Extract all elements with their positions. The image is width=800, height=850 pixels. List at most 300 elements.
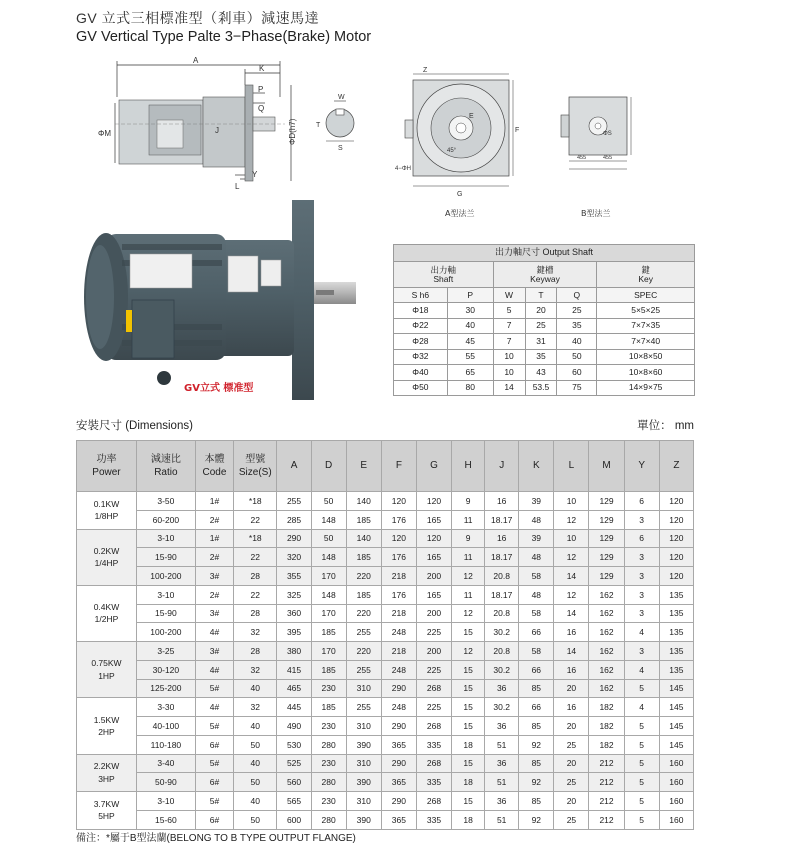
shaft-table-cell: 14: [493, 380, 525, 396]
dim-table-cell: 6#: [195, 810, 233, 829]
dim-table-cell: 39: [519, 492, 554, 511]
dim-table-cell: 145: [659, 735, 693, 754]
flange-a-label-holes: 4−ΦH: [395, 166, 411, 172]
dim-table-cell: 290: [381, 679, 416, 698]
dim-table-cell: 15: [452, 623, 485, 642]
dim-label-j: J: [215, 126, 219, 135]
dim-table-cell: 85: [519, 792, 554, 811]
dim-table-cell: 355: [277, 567, 311, 586]
dim-header-cell: M: [589, 441, 624, 492]
dim-table-cell: 16: [554, 660, 589, 679]
dim-table-cell: 445: [277, 698, 311, 717]
dim-table-cell: 255: [277, 492, 311, 511]
dim-header-cell: 本體 Code: [195, 441, 233, 492]
side-view-drawing: [95, 55, 310, 195]
shaft-table-cell: 25: [557, 303, 597, 319]
motor-photo: [68, 200, 368, 405]
dim-table-cell: 48: [519, 510, 554, 529]
dim-table-row: [77, 792, 694, 811]
dim-table-row: [77, 735, 694, 754]
dim-table-cell: 36: [485, 754, 519, 773]
dim-table-cell: 120: [659, 510, 693, 529]
dim-table-cell: 218: [381, 604, 416, 623]
dim-label-d: ΦD(h7): [288, 118, 297, 145]
dim-table-cell: 60-200: [136, 510, 195, 529]
dim-table-cell: 212: [589, 792, 624, 811]
dim-table-cell: 3: [624, 510, 659, 529]
dim-table-cell: 12: [554, 585, 589, 604]
dim-table-cell: 3#: [195, 567, 233, 586]
flange-b-label-2: 455: [603, 155, 613, 161]
dim-table-cell: 40: [234, 792, 277, 811]
dim-table-cell: 40: [234, 754, 277, 773]
dim-table-cell: 185: [346, 585, 381, 604]
dim-table-cell: 165: [416, 548, 451, 567]
shaft-group-header: 出力軸 Shaft: [394, 262, 494, 288]
dim-table-cell: 365: [381, 773, 416, 792]
dim-table-cell: 4#: [195, 623, 233, 642]
shaft-table-cell: 40: [557, 334, 597, 350]
dim-table-cell: 4#: [195, 660, 233, 679]
dim-table-cell: 10: [554, 529, 589, 548]
dim-table-cell: 185: [311, 660, 346, 679]
dim-table-cell: 10: [554, 492, 589, 511]
dim-table-cell: 200: [416, 567, 451, 586]
dim-table-cell: 16: [485, 492, 519, 511]
dim-table-cell: 390: [346, 735, 381, 754]
dim-table-cell: 2#: [195, 585, 233, 604]
flange-a-label-f: F: [515, 127, 520, 134]
shaft-table-cell: 30: [447, 303, 493, 319]
dim-table-cell: 48: [519, 585, 554, 604]
flange-a-label-e: E: [469, 113, 474, 120]
dim-label-p: P: [258, 85, 264, 94]
dim-table-cell: 120: [659, 492, 693, 511]
dim-table-cell: 40: [234, 717, 277, 736]
dim-table-cell: 20: [554, 717, 589, 736]
photo-caption: GV立式 標准型: [184, 383, 254, 394]
dim-table-cell: 135: [659, 623, 693, 642]
shaft-table-cell: 40: [447, 318, 493, 334]
dim-table-cell: 15: [452, 717, 485, 736]
dim-table-cell: 6#: [195, 773, 233, 792]
dim-table-cell: 12: [452, 642, 485, 661]
dim-table-cell: 39: [519, 529, 554, 548]
shaft-table-cell: 53.5: [525, 380, 557, 396]
dim-label-q: Q: [258, 104, 265, 113]
dim-table-row: [77, 510, 694, 529]
shaft-section-drawing: [312, 93, 372, 153]
dim-table-cell: 15-90: [136, 604, 195, 623]
dim-table-cell: 160: [659, 792, 693, 811]
dim-table-cell: 2#: [195, 548, 233, 567]
shaft-subheader-cell: Q: [557, 288, 597, 303]
shaft-table-cell: 50: [557, 349, 597, 365]
dim-table-cell: 185: [346, 548, 381, 567]
dim-table-row: [77, 492, 694, 511]
dim-table-cell: 395: [277, 623, 311, 642]
dim-table-cell: 230: [311, 679, 346, 698]
dim-table-cell: 51: [485, 810, 519, 829]
dim-table-cell: 145: [659, 698, 693, 717]
dim-table-cell: 30.2: [485, 698, 519, 717]
output-shaft-table: [393, 244, 695, 396]
dim-table-cell: 22: [234, 510, 277, 529]
dim-header-cell: G: [416, 441, 451, 492]
dim-table-cell: 200: [416, 642, 451, 661]
shaft-label-s: S: [338, 145, 343, 152]
shaft-table-row: [394, 334, 695, 350]
dim-table-cell: 58: [519, 642, 554, 661]
dim-table-cell: 160: [659, 773, 693, 792]
dim-table-cell: 20: [554, 679, 589, 698]
dim-table-cell: 18.17: [485, 548, 519, 567]
dim-table-cell: 248: [381, 660, 416, 679]
dimensions-title: 安裝尺寸 (Dimensions): [76, 420, 193, 432]
dim-table-cell: 5: [624, 792, 659, 811]
dim-table-cell: 6: [624, 492, 659, 511]
dim-header-cell: E: [346, 441, 381, 492]
shaft-table-cell: Φ18: [394, 303, 448, 319]
dim-table-cell: 16: [554, 698, 589, 717]
dim-header-cell: H: [452, 441, 485, 492]
dim-table-cell: 5: [624, 679, 659, 698]
dim-table-cell: 185: [311, 698, 346, 717]
dim-table-cell: 92: [519, 810, 554, 829]
dim-table-cell: 268: [416, 754, 451, 773]
dim-table-cell: 170: [311, 642, 346, 661]
dim-table-cell: 320: [277, 548, 311, 567]
shaft-table-cell: 20: [525, 303, 557, 319]
shaft-table-row: [394, 380, 695, 396]
flange-b-label-1: 455: [577, 155, 587, 161]
dim-table-cell: 15: [452, 792, 485, 811]
dim-table-cell: 58: [519, 567, 554, 586]
dim-table-cell: 5#: [195, 792, 233, 811]
dim-table-cell: 465: [277, 679, 311, 698]
dim-table-cell: 25: [554, 810, 589, 829]
dim-table-cell: 66: [519, 698, 554, 717]
shaft-table-row: [394, 365, 695, 381]
shaft-table-row: [394, 318, 695, 334]
dim-table-cell: 48: [519, 548, 554, 567]
dim-table-cell: 4: [624, 623, 659, 642]
dim-table-cell: 5: [624, 810, 659, 829]
dim-table-cell: 335: [416, 773, 451, 792]
dim-table-cell: 162: [589, 660, 624, 679]
dim-table-row: [77, 567, 694, 586]
shaft-table-cell: 80: [447, 380, 493, 396]
dim-table-cell: 66: [519, 623, 554, 642]
dim-table-cell: 380: [277, 642, 311, 661]
dim-header-cell: 型號 Size(S): [234, 441, 277, 492]
dim-label-y: Y: [252, 170, 258, 179]
dim-table-cell: 5#: [195, 754, 233, 773]
dim-table-cell: 310: [346, 754, 381, 773]
dim-table-cell: 365: [381, 735, 416, 754]
shaft-subheader-cell: T: [525, 288, 557, 303]
shaft-table-cell: 7×7×35: [597, 318, 695, 334]
dim-table-cell: 182: [589, 717, 624, 736]
flange-a-drawing: [393, 62, 523, 222]
shaft-table-cell: 60: [557, 365, 597, 381]
dim-table-cell: 248: [381, 623, 416, 642]
dim-table-cell: 225: [416, 698, 451, 717]
dim-table-cell: 6#: [195, 735, 233, 754]
dim-table-cell: 220: [346, 604, 381, 623]
dim-table-cell: 135: [659, 642, 693, 661]
dim-table-cell: 230: [311, 754, 346, 773]
dim-table-cell: 230: [311, 792, 346, 811]
dim-table-cell: 310: [346, 717, 381, 736]
dim-table-cell: 185: [311, 623, 346, 642]
dim-table-cell: 32: [234, 698, 277, 717]
dim-table-cell: 248: [381, 698, 416, 717]
flange-a-caption: A型法兰: [445, 209, 475, 218]
dim-table-cell: 30.2: [485, 623, 519, 642]
dim-table-cell: 92: [519, 735, 554, 754]
dim-table-cell: 120: [381, 492, 416, 511]
dim-table-cell: 225: [416, 623, 451, 642]
dim-header-cell: A: [277, 441, 311, 492]
dim-header-cell: 減速比 Ratio: [136, 441, 195, 492]
dim-table-cell: 135: [659, 604, 693, 623]
flange-b-caption: B型法兰: [581, 209, 611, 218]
shaft-title-row: [394, 245, 695, 262]
shaft-table-cell: 7: [493, 318, 525, 334]
dim-table-cell: 4: [624, 660, 659, 679]
dim-table-cell: 5: [624, 754, 659, 773]
dim-header-cell: 功率 Power: [77, 441, 137, 492]
dim-table-cell: 15: [452, 679, 485, 698]
dim-table-cell: 162: [589, 604, 624, 623]
dim-table-cell: 20.8: [485, 567, 519, 586]
dim-table-cell: 50: [234, 810, 277, 829]
dim-table-row: [77, 679, 694, 698]
dim-table-cell: 50: [234, 735, 277, 754]
dim-table-cell: 15: [452, 698, 485, 717]
dim-table-cell: 285: [277, 510, 311, 529]
dim-table-cell: 129: [589, 548, 624, 567]
dim-table-cell: 51: [485, 773, 519, 792]
dim-table-cell: 14: [554, 567, 589, 586]
dim-table-cell: 5: [624, 735, 659, 754]
dim-table-cell: 212: [589, 810, 624, 829]
dim-table-cell: 218: [381, 642, 416, 661]
dim-table-cell: 415: [277, 660, 311, 679]
dim-table-row: [77, 623, 694, 642]
dim-table-cell: 162: [589, 679, 624, 698]
dim-table-row: [77, 604, 694, 623]
dim-table-cell: 160: [659, 754, 693, 773]
dim-table-cell: 3-30: [136, 698, 195, 717]
dim-table-cell: 230: [311, 717, 346, 736]
dim-table-cell: 148: [311, 585, 346, 604]
dim-table-cell: 212: [589, 754, 624, 773]
dim-label-a: A: [193, 56, 199, 65]
flange-a-label-g: G: [457, 191, 463, 198]
dim-table-cell: 140: [346, 529, 381, 548]
dim-table-cell: 30-120: [136, 660, 195, 679]
dim-power-cell: 0.75KW 1HP: [77, 642, 137, 698]
page-title-en: GV Vertical Type Palte 3−Phase(Brake) Motor: [76, 29, 372, 45]
shaft-table-title: 出力軸尺寸 Output Shaft: [394, 245, 695, 262]
dim-table-cell: 268: [416, 679, 451, 698]
dim-table-cell: 120: [659, 529, 693, 548]
dim-table-cell: 148: [311, 510, 346, 529]
dim-header-cell: J: [485, 441, 519, 492]
dim-table-cell: 5#: [195, 679, 233, 698]
dim-table-cell: 140: [346, 492, 381, 511]
dim-table-row: [77, 717, 694, 736]
dim-table-cell: 14: [554, 604, 589, 623]
dim-table-cell: 3#: [195, 642, 233, 661]
dim-table-cell: 18: [452, 810, 485, 829]
dim-table-cell: 5: [624, 773, 659, 792]
dim-table-cell: 3-10: [136, 792, 195, 811]
dim-table-cell: 16: [485, 529, 519, 548]
dim-table-cell: 85: [519, 679, 554, 698]
dim-table-cell: 120: [659, 548, 693, 567]
footnote: 備注：*屬于B型法蘭(BELONG TO B TYPE OUTPUT FLANGE): [76, 833, 356, 844]
dim-table-cell: 120: [381, 529, 416, 548]
dimensions-table: [76, 440, 694, 830]
dim-table-cell: 335: [416, 810, 451, 829]
dim-table-row: [77, 754, 694, 773]
flange-b-drawing: [545, 85, 640, 222]
shaft-table-row: [394, 303, 695, 319]
shaft-group-header: 鍵 Key: [597, 262, 695, 288]
dim-table-cell: 15: [452, 754, 485, 773]
shaft-table-cell: 7×7×40: [597, 334, 695, 350]
dim-table-row: [77, 642, 694, 661]
dim-table-cell: 15-90: [136, 548, 195, 567]
dim-table-cell: 40: [234, 679, 277, 698]
dim-table-cell: 20.8: [485, 642, 519, 661]
dim-table-cell: 125-200: [136, 679, 195, 698]
dim-table-cell: 280: [311, 810, 346, 829]
dim-table-cell: 3#: [195, 604, 233, 623]
dim-table-row: [77, 529, 694, 548]
dim-table-cell: 182: [589, 735, 624, 754]
dim-table-cell: 145: [659, 679, 693, 698]
dim-table-cell: 15: [452, 660, 485, 679]
dim-table-cell: *18: [234, 492, 277, 511]
shaft-group-row: [394, 262, 695, 288]
dim-table-cell: 290: [277, 529, 311, 548]
dim-table-cell: 28: [234, 567, 277, 586]
dim-table-cell: 560: [277, 773, 311, 792]
shaft-table-cell: 65: [447, 365, 493, 381]
dim-power-cell: 0.1KW 1/8HP: [77, 492, 137, 530]
dim-table-cell: 185: [346, 510, 381, 529]
dim-header-cell: D: [311, 441, 346, 492]
dim-table-cell: 129: [589, 492, 624, 511]
shaft-table-cell: 5×5×25: [597, 303, 695, 319]
dim-table-cell: 3: [624, 548, 659, 567]
dim-table-cell: 22: [234, 548, 277, 567]
dim-table-cell: 160: [659, 810, 693, 829]
dim-table-cell: 6: [624, 529, 659, 548]
shaft-table-cell: 45: [447, 334, 493, 350]
dim-table-cell: 148: [311, 548, 346, 567]
dim-table-cell: 11: [452, 548, 485, 567]
dim-table-cell: 165: [416, 585, 451, 604]
dim-table-cell: 3-40: [136, 754, 195, 773]
dimensions-header-row: [77, 441, 694, 492]
dim-table-cell: 290: [381, 717, 416, 736]
dim-table-cell: 50: [234, 773, 277, 792]
dim-table-cell: 50-90: [136, 773, 195, 792]
flange-a-label-deg: 45°: [447, 148, 457, 154]
dim-table-cell: 176: [381, 510, 416, 529]
dim-table-cell: 20.8: [485, 604, 519, 623]
dim-table-cell: 3-10: [136, 529, 195, 548]
dim-table-cell: 12: [452, 604, 485, 623]
dim-table-cell: 200: [416, 604, 451, 623]
dim-table-cell: 100-200: [136, 567, 195, 586]
dim-table-cell: 129: [589, 510, 624, 529]
dim-table-cell: 280: [311, 735, 346, 754]
dim-table-cell: 182: [589, 698, 624, 717]
dim-table-row: [77, 773, 694, 792]
dim-table-cell: 28: [234, 642, 277, 661]
dim-table-cell: 525: [277, 754, 311, 773]
dim-table-cell: 1#: [195, 492, 233, 511]
dim-table-cell: 365: [381, 810, 416, 829]
shaft-table-cell: 35: [525, 349, 557, 365]
dim-table-cell: 290: [381, 754, 416, 773]
dim-table-cell: 18: [452, 735, 485, 754]
shaft-group-header: 鍵槽 Keyway: [493, 262, 597, 288]
dim-table-cell: 176: [381, 548, 416, 567]
dim-table-cell: 12: [554, 510, 589, 529]
shaft-table-row: [394, 349, 695, 365]
dim-table-cell: 12: [452, 567, 485, 586]
dim-table-cell: 170: [311, 604, 346, 623]
dim-table-cell: 12: [554, 548, 589, 567]
dim-header-cell: L: [554, 441, 589, 492]
dim-table-cell: 129: [589, 567, 624, 586]
dim-table-row: [77, 660, 694, 679]
dim-table-cell: 120: [416, 529, 451, 548]
dim-table-cell: 50: [311, 529, 346, 548]
dim-table-cell: 28: [234, 604, 277, 623]
shaft-subheader-cell: W: [493, 288, 525, 303]
dim-table-cell: 25: [554, 773, 589, 792]
dim-power-cell: 2.2KW 3HP: [77, 754, 137, 792]
dim-table-cell: 18.17: [485, 510, 519, 529]
dim-table-cell: 18: [452, 773, 485, 792]
shaft-subheader-cell: P: [447, 288, 493, 303]
dim-table-cell: 3: [624, 567, 659, 586]
dim-power-cell: 1.5KW 2HP: [77, 698, 137, 754]
dim-table-cell: 85: [519, 717, 554, 736]
dim-table-cell: 3-25: [136, 642, 195, 661]
dim-table-cell: 490: [277, 717, 311, 736]
dim-table-cell: 176: [381, 585, 416, 604]
dim-table-cell: 280: [311, 773, 346, 792]
dim-table-cell: 15-60: [136, 810, 195, 829]
dim-table-cell: 9: [452, 492, 485, 511]
dim-table-cell: 32: [234, 623, 277, 642]
dim-table-cell: 255: [346, 698, 381, 717]
dim-table-cell: 36: [485, 717, 519, 736]
dim-table-cell: 162: [589, 585, 624, 604]
dim-table-cell: 5#: [195, 717, 233, 736]
dim-table-cell: 2#: [195, 510, 233, 529]
dim-table-cell: 18.17: [485, 585, 519, 604]
